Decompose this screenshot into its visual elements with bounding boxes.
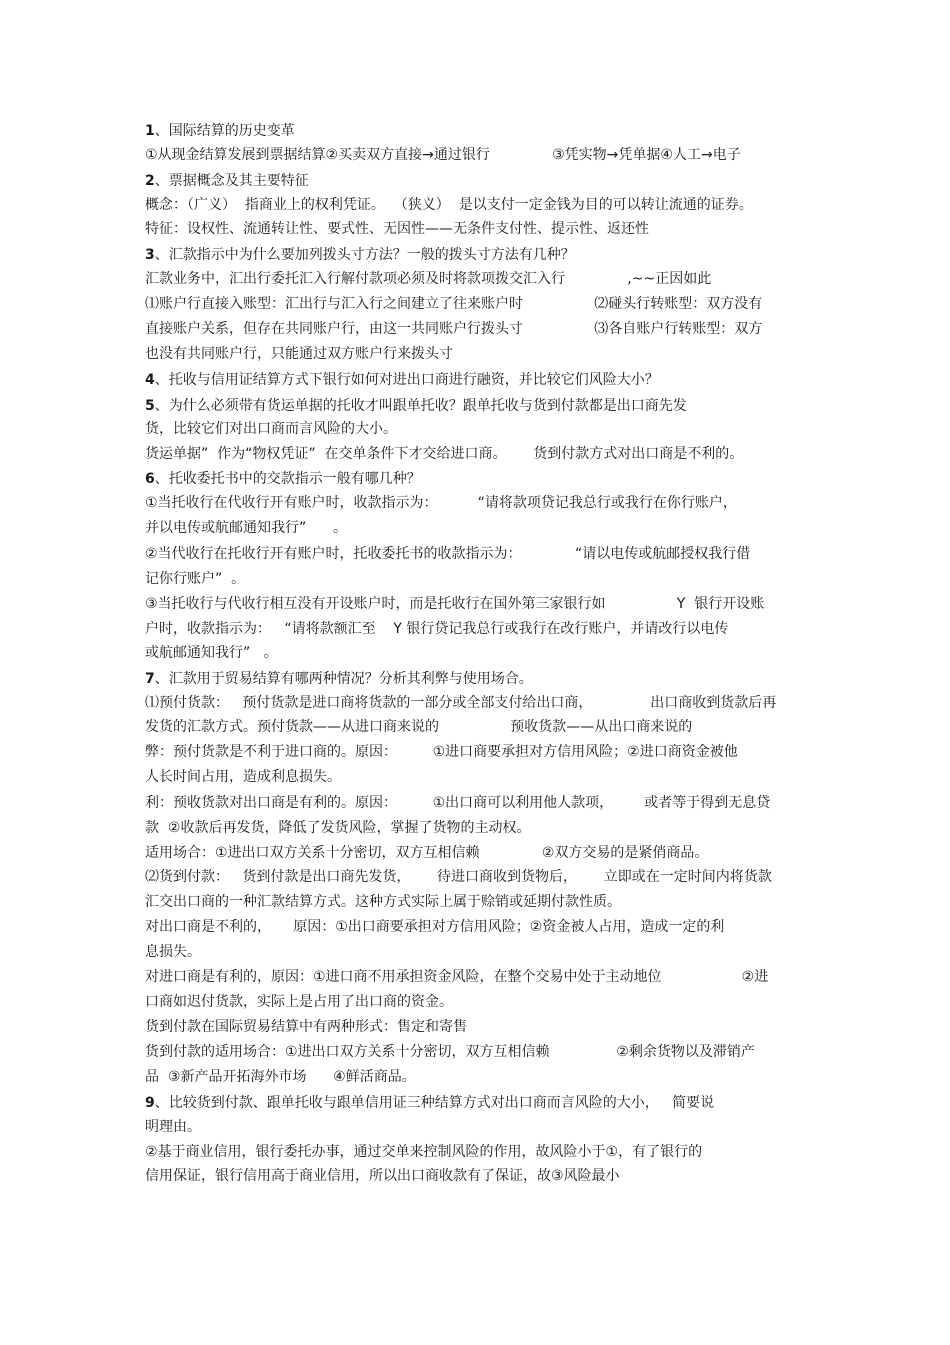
text-line: 货运单据” 作为“物权凭证” 在交单条件下才交给进口商。 货到付款方式对出口商是不利的。 [145, 446, 744, 462]
heading-text: 、比较货到付款、跟单托收与跟单信用证三种结算方式对出口商而言风险的大小， 简要说 [154, 1095, 715, 1111]
heading-7 [145, 670, 533, 688]
text-line: 并以电传或航邮通知我行” 。 [145, 520, 347, 536]
text-line: ⑵货到付款： 货到付款是出口商先发货， 待进口商收到货物后， 立即或在一定时间内将货款 [145, 869, 772, 885]
text-line: ③当托收行与代收行相互没有开设账户时，而是托收行在国外第三家银行如 Y 银行开设账 [145, 596, 765, 612]
heading-number: 2 [145, 173, 155, 189]
text-line: 概念：（广义） 指商业上的权利凭证。 （狭义） 是以支付一定金钱为目的可以转让流通的证券。 [145, 197, 753, 213]
heading-4 [145, 371, 659, 389]
heading-number: 4 [145, 372, 155, 388]
heading-number: 3 [145, 247, 155, 263]
heading-2 [145, 172, 309, 190]
text-line: 适用场合：①进出口双方关系十分密切，双方互相信赖 ②双方交易的是紧俏商品。 [145, 845, 709, 861]
text-line: ②当代收行在托收行开有账户时，托收委托书的收款指示为： “请以电传或航邮授权我行借 [145, 546, 751, 562]
heading-number: 5 [145, 398, 155, 414]
text-line: 直接账户关系，但存在共同账户行，由这一共同账户行拨头寸 ⑶各自账户行转账型：双方 [145, 321, 763, 337]
text-line: 弊：预付货款是不利于进口商的。原因： ①进口商要承担对方信用风险；②进口商资金被他 [145, 744, 738, 760]
heading-text: 、为什么必须带有货运单据的托收才叫跟单托收？跟单托收与货到付款都是出口商先发 [154, 398, 687, 414]
text-line: 货到付款的适用场合：①进出口双方关系十分密切，双方互相信赖 ②剩余货物以及滞销产 [145, 1044, 755, 1060]
text-line: 汇款业务中，汇出行委托汇入行解付款项必须及时将款项拨交汇入行 ,~~正因如此 [145, 271, 712, 287]
heading-1 [145, 122, 295, 140]
text-line: ②基于商业信用，银行委托办事，通过交单来控制风险的作用，故风险小于①，有了银行的 [145, 1144, 703, 1160]
text-line: 利：预收货款对出口商是有利的。原因： ①出口商可以利用他人款项， 或者等于得到无息贷 [145, 795, 771, 811]
text-line: 也没有共同账户行，只能通过双方账户行来拨头寸 [145, 346, 453, 362]
heading-9 [145, 1094, 714, 1112]
text-line: ①从现金结算发展到票据结算②买卖双方直接→通过银行 ③凭实物→凭单据④人工→电子 [145, 147, 741, 163]
heading-6 [145, 470, 421, 488]
text-line: 人长时间占用，造成利息损失。 [145, 769, 341, 785]
heading-text: 、国际结算的历史变革 [154, 123, 295, 139]
text-line: 明理由。 [145, 1119, 201, 1135]
heading-text: 、汇款用于贸易结算有哪两种情况？分析其利弊与使用场合。 [154, 671, 533, 687]
text-line: 品 ③新产品开拓海外市场 ④鲜活商品。 [145, 1069, 416, 1085]
text-line: 信用保证，银行信用高于商业信用，所以出口商收款有了保证，故③风险最小 [145, 1168, 620, 1184]
heading-text: 、汇款指示中为什么要加列拨头寸方法？一般的拨头寸方法有几种？ [154, 247, 575, 263]
heading-number: 7 [145, 671, 155, 687]
heading-number: 6 [145, 471, 155, 487]
heading-text: 、托收与信用证结算方式下银行如何对进出口商进行融资，并比较它们风险大小？ [154, 372, 659, 388]
text-line: 息损失。 [145, 944, 201, 960]
text-line: 对出口商是不利的， 原因：①出口商要承担对方信用风险；②资金被人占用，造成一定的利 [145, 919, 725, 935]
text-line: 特征：设权性、流通转让性、要式性、无因性——无条件支付性、提示性、返还性 [145, 221, 649, 237]
text-line: ⑴预付货款： 预付货款是进口商将货款的一部分或全部支付给出口商， 出口商收到货款后再 [145, 695, 777, 711]
text-line: 货，比较它们对出口商而言风险的大小。 [145, 421, 397, 437]
heading-3 [145, 246, 575, 264]
text-line: 户时，收款指示为： “请将款额汇至 Y 银行贷记我总行或我行在改行账户，并请改行以电传 [145, 621, 729, 637]
text-line: ⑴账户行直接入账型：汇出行与汇入行之间建立了往来账户时 ⑵碰头行转账型：双方没有 [145, 296, 763, 312]
text-line: 记你行账户” 。 [145, 571, 246, 587]
text-line: 货到付款在国际贸易结算中有两种形式：售定和寄售 [145, 1019, 467, 1035]
text-line: ①当托收行在代收行开有账户时，收款指示为： “请将款项贷记我总行或我行在你行账户， [145, 495, 737, 511]
heading-5 [145, 397, 687, 415]
heading-text: 、托收委托书中的交款指示一般有哪几种？ [154, 471, 421, 487]
text-line: 款 ②收款后再发货，降低了发货风险，掌握了货物的主动权。 [145, 820, 531, 836]
text-line: 发货的汇款方式。预付货款——从进口商来说的 预收货款——从出口商来说的 [145, 719, 693, 735]
heading-number: 9 [145, 1095, 155, 1111]
text-line: 或航邮通知我行” 。 [145, 645, 278, 661]
text-line: 对进口商是有利的，原因：①进口商不用承担资金风险，在整个交易中处于主动地位 ②进 [145, 969, 769, 985]
text-line: 口商如迟付货款，实际上是占用了出口商的资金。 [145, 994, 453, 1010]
heading-text: 、票据概念及其主要特征 [154, 173, 309, 189]
heading-number: 1 [145, 123, 155, 139]
text-line: 汇交出口商的一种汇款结算方式。这种方式实际上属于赊销或延期付款性质。 [145, 894, 621, 910]
